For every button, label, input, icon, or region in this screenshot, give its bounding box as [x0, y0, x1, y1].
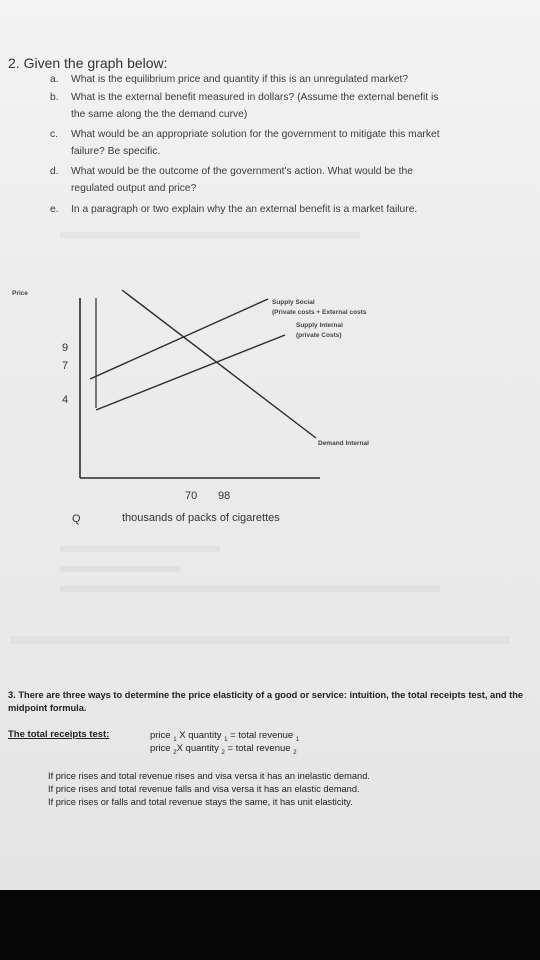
- question-2-title: 2. Given the graph below:: [8, 55, 168, 71]
- total-receipts-test-title: The total receipts test:: [8, 729, 110, 740]
- supply-social-curve: [90, 299, 268, 379]
- subscript: 1: [173, 736, 177, 743]
- demand-label: Demand Internal: [318, 440, 369, 447]
- x-axis-label: Q: [72, 513, 81, 525]
- graph-lines: [0, 280, 540, 530]
- item-letter: e.: [50, 204, 59, 215]
- subscript: 2: [293, 749, 297, 756]
- item-text: What would be an appropriate solution for the government to mitigate this market: [71, 129, 440, 140]
- subscript: 2: [221, 749, 225, 756]
- price-tick: 9: [62, 342, 69, 354]
- subscript: 1: [224, 736, 228, 743]
- bleed-through-text: [60, 566, 180, 572]
- item-text: In a paragraph or two explain why the an external benefit is a market failure.: [71, 204, 418, 215]
- item-text: What would be the outcome of the government's action. What would be the: [71, 166, 413, 177]
- item-text-continued: the same along the the demand curve): [71, 109, 248, 120]
- item-letter: c.: [50, 129, 59, 140]
- formula-text: price: [150, 743, 174, 754]
- photo-bottom-edge: [0, 890, 540, 960]
- question-2c: [50, 126, 510, 160]
- price-tick: 4: [62, 394, 69, 406]
- question-3-text: 3. There are three ways to determine the price elasticity of a good or service: intuition, the total receipts test, and the midpoint formula.: [8, 690, 524, 713]
- supply-internal-label: Supply Internal: [296, 322, 343, 329]
- supply-internal-curve: [96, 335, 285, 410]
- bleed-through-text: [60, 546, 220, 552]
- bleed-through-text: [60, 232, 360, 238]
- formula-text: = total revenue: [227, 730, 296, 741]
- bleed-through-text: [10, 636, 510, 644]
- y-axis-label: Price: [12, 290, 28, 297]
- question-2e: [50, 201, 510, 218]
- question-2d: [50, 163, 510, 197]
- elasticity-rule-unit: If price rises or falls and total revenue stays the same, it has unit elasticity.: [48, 797, 353, 807]
- x-axis-caption: thousands of packs of cigarettes: [122, 512, 280, 524]
- price-tick: 7: [62, 360, 69, 372]
- item-text-continued: failure? Be specific.: [71, 146, 161, 157]
- supply-social-sublabel: (Private costs + External costs: [272, 309, 367, 316]
- elasticity-rule-inelastic: If price rises and total revenue rises and visa versa it has an inelastic demand.: [48, 771, 370, 781]
- item-letter: d.: [50, 166, 59, 177]
- formula-text: X quantity: [176, 730, 225, 741]
- supply-demand-graph: [0, 280, 540, 530]
- quantity-tick: 98: [218, 490, 231, 502]
- item-text: What is the external benefit measured in dollars? (Assume the external benefit is: [71, 92, 439, 103]
- item-letter: b.: [50, 92, 59, 103]
- formula-text: = total revenue: [224, 743, 294, 754]
- quantity-tick: 70: [185, 490, 198, 502]
- formula-text: X quantity: [176, 743, 222, 754]
- subscript: 1: [295, 736, 300, 743]
- item-text: What is the equilibrium price and quantity if this is an unregulated market?: [71, 74, 409, 85]
- subscript: 2: [173, 749, 177, 756]
- bleed-through-text: [60, 586, 440, 592]
- revenue-formula-1: [150, 730, 299, 743]
- question-2b: [50, 89, 510, 123]
- item-letter: a.: [50, 74, 59, 85]
- revenue-formula-2: [150, 743, 297, 756]
- formula-text: price: [150, 730, 174, 741]
- question-2a: [50, 71, 510, 88]
- elasticity-rule-elastic: If price rises and total revenue falls and visa versa it has an elastic demand.: [48, 784, 360, 794]
- supply-internal-sublabel: (private Costs): [296, 332, 342, 339]
- item-text-continued: regulated output and price?: [71, 183, 197, 194]
- supply-social-label: Supply Social: [272, 299, 315, 306]
